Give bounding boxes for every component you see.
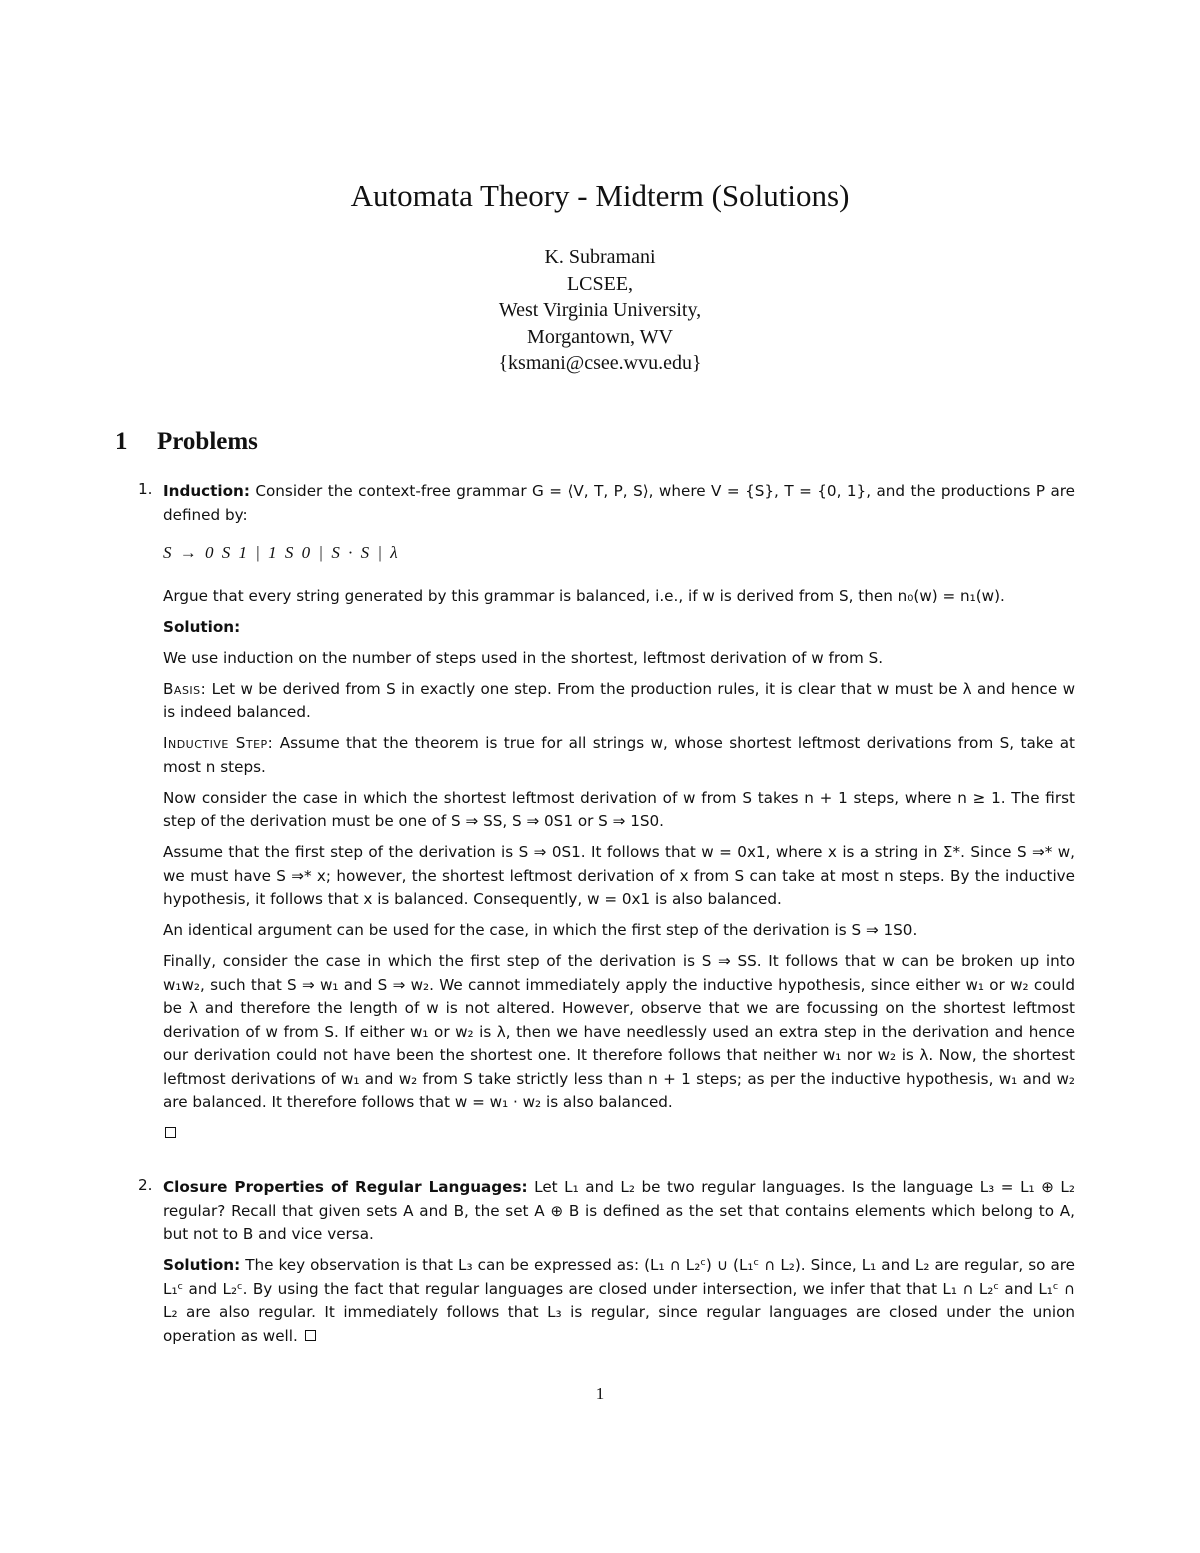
author-university: West Virginia University,: [498, 299, 702, 321]
author-location: Morgantown, WV: [527, 325, 673, 348]
problem-2-solution-label: Solution:: [163, 1256, 241, 1274]
grammar-production: S → 0 S 1 | 1 S 0 | S · S | λ: [163, 543, 398, 562]
section-title: Problems: [157, 428, 258, 455]
problem-1-heading: Induction:: [163, 482, 250, 500]
author-department: LCSEE,: [566, 272, 634, 295]
case-0s1-paragraph: Assume that the first step of the derivation is S ⇒ 0S1. It follows that w = 0x1, where x is a string in Σ*. Since S ⇒* w, we must have S ⇒* x; however, the shortest leftmost derivation of x from S can take at most n steps. By the inductive hypothesis, it follows that x is balanced. Consequently, w = 0x1 is also balanced.: [163, 843, 1075, 908]
problem-1-statement: [163, 480, 1075, 527]
problem-2-statement-text: Let L₁ and L₂ be two regular languages. Is the language L₃ = L₁ ⊕ L₂ regular? Recall that given sets A and B, the set A ⊕ B is defined as the set that contains elements which belong to A, but not to B and vice versa.: [163, 1178, 1075, 1243]
problem-1: [163, 480, 1075, 1153]
problem-1-solution-label: Solution:: [163, 617, 241, 636]
case-1s0-paragraph: An identical argument can be used for the case, in which the first step of the derivation is S ⇒ 1S0.: [163, 921, 918, 939]
section-number: 1: [115, 428, 128, 455]
problem-2-heading: Closure Properties of Regular Languages:: [163, 1178, 528, 1196]
inductive-step-paragraph: [163, 732, 1075, 779]
section-heading: [115, 428, 258, 456]
author-block: [0, 244, 1200, 377]
basis-label: Basis:: [163, 679, 207, 698]
basis-text: Let w be derived from S in exactly one step. From the production rules, it is clear that w must be λ and hence w is indeed balanced.: [163, 679, 1075, 721]
problem-2-number: 2.: [138, 1176, 153, 1194]
qed-box-icon: [165, 1127, 176, 1138]
problem-1-statement-text: Consider the context-free grammar G = ⟨V, T, P, S⟩, where V = {S}, T = {0, 1}, and the productions P are defined by:: [163, 482, 1075, 524]
author-email: {ksmani@csee.wvu.edu}: [498, 352, 702, 374]
case-now-paragraph: Now consider the case in which the shortest leftmost derivation of w from S takes n + 1 steps, where n ≥ 1. The first step of the derivation must be one of S ⇒ SS, S ⇒ 0S1 or S ⇒ 1S0.: [163, 788, 1075, 830]
case-ss-paragraph: Finally, consider the case in which the first step of the derivation is S ⇒ SS. It follows that w can be broken up into w₁w₂, such that S ⇒ w₁ and S ⇒ w₂. We cannot immediately apply the inductive hypothesis, since either w₁ or w₂ could be λ and therefore the length of w is not altered. However, observe that we are focussing on the shortest leftmost derivation of w from S. If either w₁ or w₂ is λ, then we have needlessly used an extra step in the derivation and hence our derivation could not have been the shortest one. It therefore follows that neither w₁ nor w₂ is λ. Now, the shortest leftmost derivations of w₁ and w₂ from S take strictly less than n + 1 steps; as per the inductive hypothesis, w₁ and w₂ are balanced. It therefore follows that w = w₁ · w₂ is also balanced.: [163, 952, 1075, 1111]
problem-1-qed: [163, 1122, 1075, 1146]
problem-2-solution: [163, 1254, 1075, 1348]
document-title: Automata Theory - Midterm (Solutions): [350, 178, 850, 213]
problem-1-question: Argue that every string generated by this grammar is balanced, i.e., if w is derived from S, then n₀(w) = n₁(w).: [163, 586, 1005, 605]
induction-intro: We use induction on the number of steps used in the shortest, leftmost derivation of w from S.: [163, 648, 884, 667]
problem-2: [163, 1176, 1075, 1356]
problem-1-number: 1.: [138, 480, 153, 498]
problem-2-statement: [163, 1176, 1075, 1247]
author-name: K. Subramani: [544, 246, 656, 268]
inductive-step-label: Inductive Step:: [163, 734, 274, 752]
page-number: 1: [595, 1384, 605, 1403]
basis-paragraph: [163, 678, 1075, 725]
inductive-step-text: Assume that the theorem is true for all strings w, whose shortest leftmost derivations from S, take at most n steps.: [163, 734, 1075, 776]
qed-box-icon: [305, 1330, 316, 1341]
problem-2-solution-text: The key observation is that L₃ can be expressed as: (L₁ ∩ L₂ᶜ) ∪ (L₁ᶜ ∩ L₂). Since, L₁ and L₂ are regular, so are L₁ᶜ and L₂ᶜ. By using the fact that regular languages are closed under intersection, we infer that that L₁ ∩ L₂ᶜ and L₁ᶜ ∩ L₂ are also regular. It immediately follows that L₃ is regular, since regular languages are closed under the union operation as well.: [163, 1256, 1076, 1345]
